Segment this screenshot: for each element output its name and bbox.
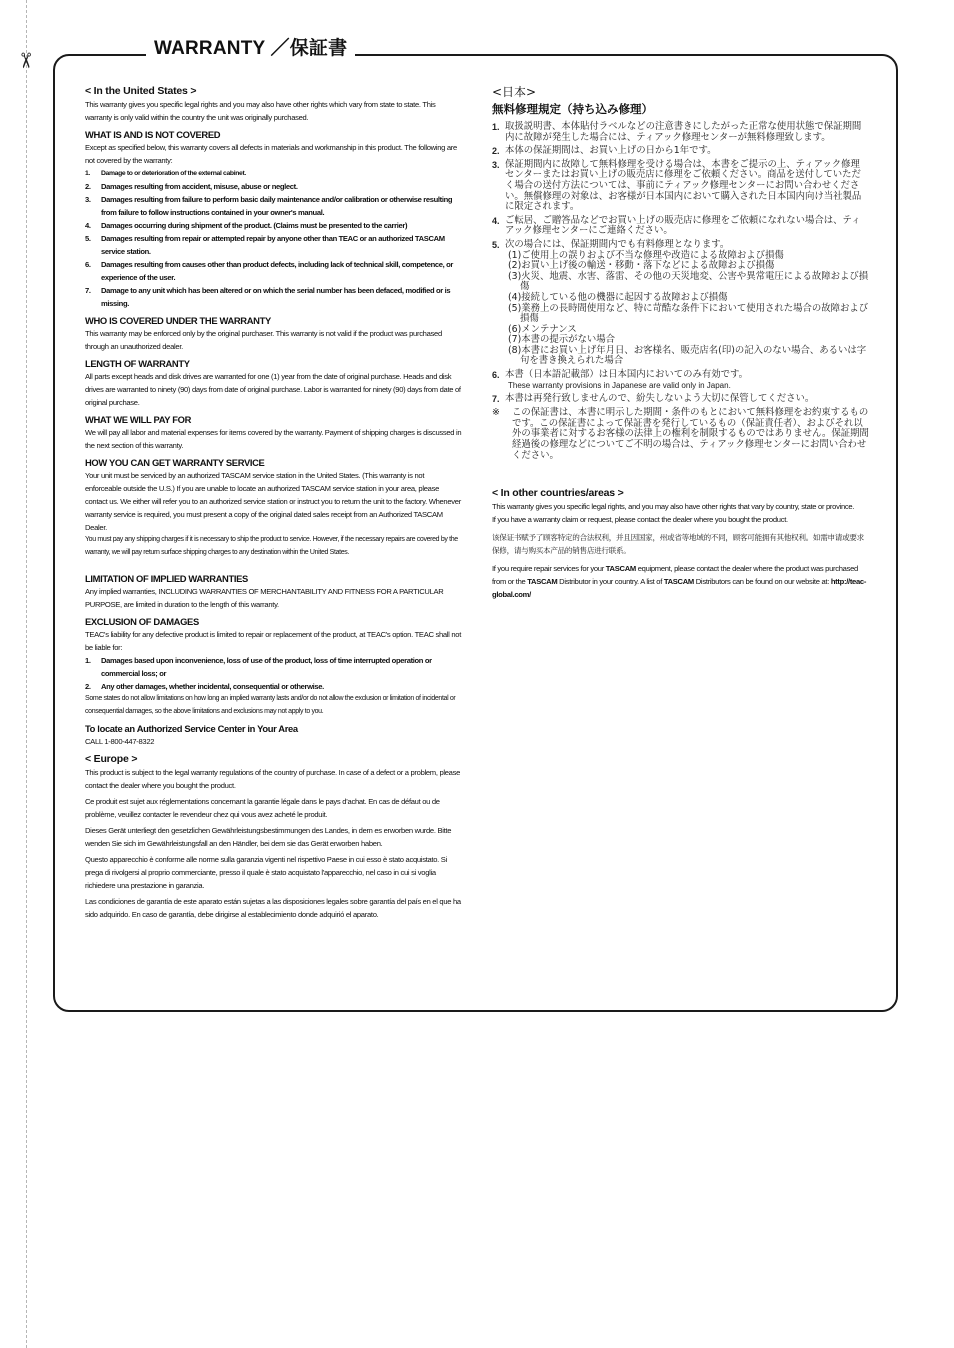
note-text: この保証書は、本書に明示した期間・条件のもとにおいて無料修理をお約束するものです。この保証書によって保証書を発行しているもの（保証責任者）、およびそれ以外の事業者に対するお客様の法律上の権利を制限するものではありません。保証期間経過後の修理などについてご不明の場合は、ティアック修理センターにお問い合わせください。 — [512, 407, 869, 461]
sub-item: (6)メンテナンス — [508, 323, 577, 335]
us-intro: This warranty gives you specific legal rights and you may also have other rights which vary from state to state. This warranty is only valid within the country the unit was originally purchased. — [85, 100, 436, 122]
who-text: This warranty may be enforced only by the original purchaser. This warranty is not valid if the product was purchased through an unauthorized dealer. — [85, 329, 442, 351]
not-covered-list — [85, 167, 462, 310]
exclusion-list — [85, 654, 462, 693]
japan-list — [492, 122, 869, 404]
list-item: 3. 保証期間内に故障して無料修理を受ける場合は、本書をご提示の上、ティアック修理センターまたはお買い上げの販売店に修理をご依頼ください。商品を送付していただく場合の送付方法については、事前にティアック修理センターにお問い合わせください。無償修理の対象は、お客様が日本国内において購入された日本国内向け当社製品に限定されます。 — [492, 158, 862, 213]
locate-phone: CALL 1-800-447-8322 — [85, 737, 155, 746]
implied-text: Any implied warranties, INCLUDING WARRANTIES OF MERCHANTABILITY AND FITNESS FOR A PARTICULAR PURPOSE, are limited in duration to the length of this warranty. — [85, 587, 444, 609]
left-column — [85, 85, 462, 921]
brand-name: TASCAM — [527, 577, 558, 587]
list-item: 7. Damage to any unit which has been altered or on which the serial number has been defaced, modified or is missing. — [85, 286, 451, 308]
other-heading: < In other countries/areas > — [492, 487, 624, 500]
europe-text-it: Questo apparecchio è conforme alle norme sulla garanzia vigenti nel rispettivo Paese in cui esso è stato acquistato. Si prega di rivolgersi al proprio commerciante, presso il quale è stato acquistato l'apparecchio, nel caso in cui si voglia richiedere una prestazione in garanzia. — [85, 855, 447, 890]
locate-heading: To locate an Authorized Service Center in Your Area — [85, 723, 298, 734]
page-title: WARRANTY ／保証書 — [146, 37, 355, 61]
pay-text: We will pay all labor and material expenses for items covered by the warranty. Payment of shipping charges is discussed in the next section of this warranty. — [85, 428, 462, 450]
list-item: 7. 本書は再発行致しませんので、紛失しないよう大切に保管してください。 — [492, 392, 815, 404]
europe-text-de: Dieses Gerät unterliegt den gesetzlichen Gewährleistungsbestimmungen des Landes, in dem es erworben wurde. Bitte wenden Sie sich im Gewährleistungsfall an den Händler, bei dem sie das Gerät erworben haben. — [85, 826, 452, 848]
list-item: 4. Damages occurring during shipment of the product. (Claims must be presented to the carrier) — [85, 221, 408, 230]
sub-item: (4)接続している他の機器に起因する故障および損傷 — [508, 291, 728, 303]
exclusion-text: TEAC's liability for any defective product is limited to repair or replacement of the product, at TEAC's option. TEAC shall not be liable for: — [85, 630, 462, 652]
japan-note — [492, 408, 869, 461]
europe-text-fr: Ce produit est sujet aux réglementations concernant la garantie légale dans le pays d’achat. En cas de défaut ou de problème, veuillez contacter le revendeur chez qui vous avez acheté le produit. — [85, 797, 440, 819]
list-item: 2. Damages resulting from accident, misuse, abuse or neglect. — [85, 182, 298, 191]
europe-text-en: This product is subject to the legal warranty regulations of the country of purchase. In case of a defect or a problem, please contact the dealer where you bought the product. — [85, 768, 461, 790]
sub-item: (1)ご使用上の誤りおよび不当な修理や改造による故障および損傷 — [508, 249, 784, 261]
pay-heading: WHAT WE WILL PAY FOR — [85, 414, 192, 425]
japan-valid-note: These warranty provisions in Japanese are valid only in Japan. — [508, 380, 731, 390]
list-item: 1. Damages based upon inconvenience, loss of use of the product, loss of time interrupted operation or commercial loss; or — [85, 656, 432, 678]
length-text: All parts except heads and disk drives are warranted for one (1) year from the date of original purchase. Heads and disk drives are warranted to ninety (90) days from date of original purchase. Labor is warranted for ninety (90) days from date of original purchase. — [85, 372, 461, 407]
other-text-2: If you have a warranty claim or request, please contact the dealer where you bought the product. — [492, 515, 788, 525]
brand-name: TASCAM — [663, 577, 694, 587]
covered-text: Except as specified below, this warranty covers all defects in materials and workmanship in this product. The following are not covered by the warranty: — [85, 143, 457, 165]
sub-item: (8)本書にお買い上げ年月日、お客様名、販売店名(印)の記入のない場合、あるいは字句を書き換えられた場合 — [508, 344, 867, 367]
brand-name: TASCAM — [605, 564, 636, 574]
japan-title: 無料修理規定（持ち込み修理） — [492, 102, 653, 116]
other-text-3: If you require repair services for your TASCAM equipment, please contact the dealer where the product was purchased from or the TASCAM Distributor in your country. A list of TASCAM Distributors can be found on our website at: http://teac-global.com/ — [492, 564, 867, 600]
sub-item: (3)火災、地震、水害、落雷、その他の天災地変、公害や異常電圧による故障および損傷 — [508, 270, 869, 293]
list-item: 6. 本書（日本語記載部）は日本国内においてのみ有効です。 These warranty provisions in Japanese are valid only in Japan. — [492, 370, 869, 391]
sub-item: (7)本書の提示がない場合 — [508, 334, 616, 346]
list-item: 3. Damages resulting from failure to perform basic daily maintenance and/or calibration or otherwise resulting from failure to follow instructions contained in your owner's manual. — [85, 195, 453, 217]
list-item: 2. Any other damages, whether incidental, consequential or otherwise. — [85, 682, 324, 691]
us-heading: < In the United States > — [85, 85, 197, 97]
list-item: 5. 次の場合には、保証期間内でも有料修理となります。 (1)ご使用上の誤りおよび不当な修理や改造による故障および損傷 (2)お買い上げ後の輸送・移動・落下などによる故障および損傷 (3)火災、地震、水害、落雷、その他の天災地変、公害や異常電圧による故障および損傷 (4)接続している他の機器に起因する故障および損傷 (5)業務上の長時間使用など、特に苛酷な条件下において使用された場合の故障および損傷 (6)メンテナンス (7)本書の提示がない場合 (8)本書にお買い上げ年月日、お客様名、販売店名(印)の記入のない場合、あるいは字句を書き換えられた場合 — [492, 238, 869, 367]
exclusion-heading: EXCLUSION OF DAMAGES — [85, 616, 199, 627]
service-shipping-text: You must pay any shipping charges if it is necessary to ship the product to service. However, if the necessary repairs are covered by the warranty, we will pay return surface shipping charges to any destination within the United States. — [85, 536, 458, 556]
other-text-zh: 该保证书赋予了顾客特定的合法权利，并且因国家，州或省等地域的不同，顾客可能拥有其他权利。如需申请或要求保修，请与购买本产品的销售店进行联系。 — [492, 533, 864, 556]
right-column — [492, 85, 869, 601]
exclusion-small-text: Some states do not allow limitations on how long an implied warranty lasts and/or do not allow the exclusion or limitation of incidental or consequential damages, so the above limitations and exclusions may not apply to you. — [85, 695, 456, 715]
list-item: 5. Damages resulting from repair or attempted repair by anyone other than TEAC or an authorized TASCAM service station. — [85, 234, 445, 256]
list-item: 1. Damage to or deterioration of the external cabinet. — [85, 170, 246, 177]
who-heading: WHO IS COVERED UNDER THE WARRANTY — [85, 315, 271, 326]
other-text-1: This warranty gives you specific legal rights, and you may also have other rights that vary by country, state or province. — [492, 502, 855, 512]
implied-heading: LIMITATION OF IMPLIED WARRANTIES — [85, 573, 248, 584]
note-mark: ※ — [492, 407, 500, 419]
japan-heading: <日本> — [492, 85, 537, 99]
service-heading: HOW YOU CAN GET WARRANTY SERVICE — [85, 457, 265, 468]
list-item: 6. Damages resulting from causes other than product defects, including lack of technical skill, competence, or experience of the user. — [85, 260, 454, 282]
sub-item: (5)業務上の長時間使用など、特に苛酷な条件下において使用された場合の故障および損傷 — [508, 302, 869, 325]
covered-heading: WHAT IS AND IS NOT COVERED — [85, 129, 221, 140]
website-link[interactable]: http://teac-global.com/ — [492, 577, 867, 600]
length-heading: LENGTH OF WARRANTY — [85, 358, 190, 369]
list-item: 1. 取扱説明書、本体貼付ラベルなどの注意書きにしたがった正常な使用状態で保証期間内に故障が発生した場合には、ティアック修理センターが無料修理致します。 — [492, 121, 862, 143]
japan-sublist — [505, 251, 869, 368]
list-item: 2. 本体の保証期間は、お買い上げの日から1年です。 — [492, 145, 717, 157]
cut-line — [26, 0, 27, 1348]
service-text: Your unit must be serviced by an authorized TASCAM service station in the United States. (This warranty is not enforceable outside the U.S.) If you are unable to locate an authorized TASCAM service station in your area, please contact us. We either will refer you to an authorized service station or instruct you to return the unit to the factory. Whenever warranty service is required, you must present a copy of the original dated sales receipt from an Authorized TASCAM Dealer. — [85, 471, 461, 532]
list-item: 4. ご転居、ご贈答品などでお買い上げの販売店に修理をご依頼になれない場合は、ティアック修理センターにご連絡ください。 — [492, 214, 861, 237]
sub-item: (2)お買い上げ後の輸送・移動・落下などによる故障および損傷 — [508, 260, 775, 272]
scissors-icon: ✂ — [13, 51, 38, 70]
europe-text-es: Las condiciones de garantía de este aparato están sujetas a las disposiciones legales sobre garantía del país en el que ha sido adquirido. En caso de garantía, debe dirigirse al establecimiento donde adquirió el aparato. — [85, 897, 461, 919]
europe-heading: < Europe > — [85, 753, 138, 765]
